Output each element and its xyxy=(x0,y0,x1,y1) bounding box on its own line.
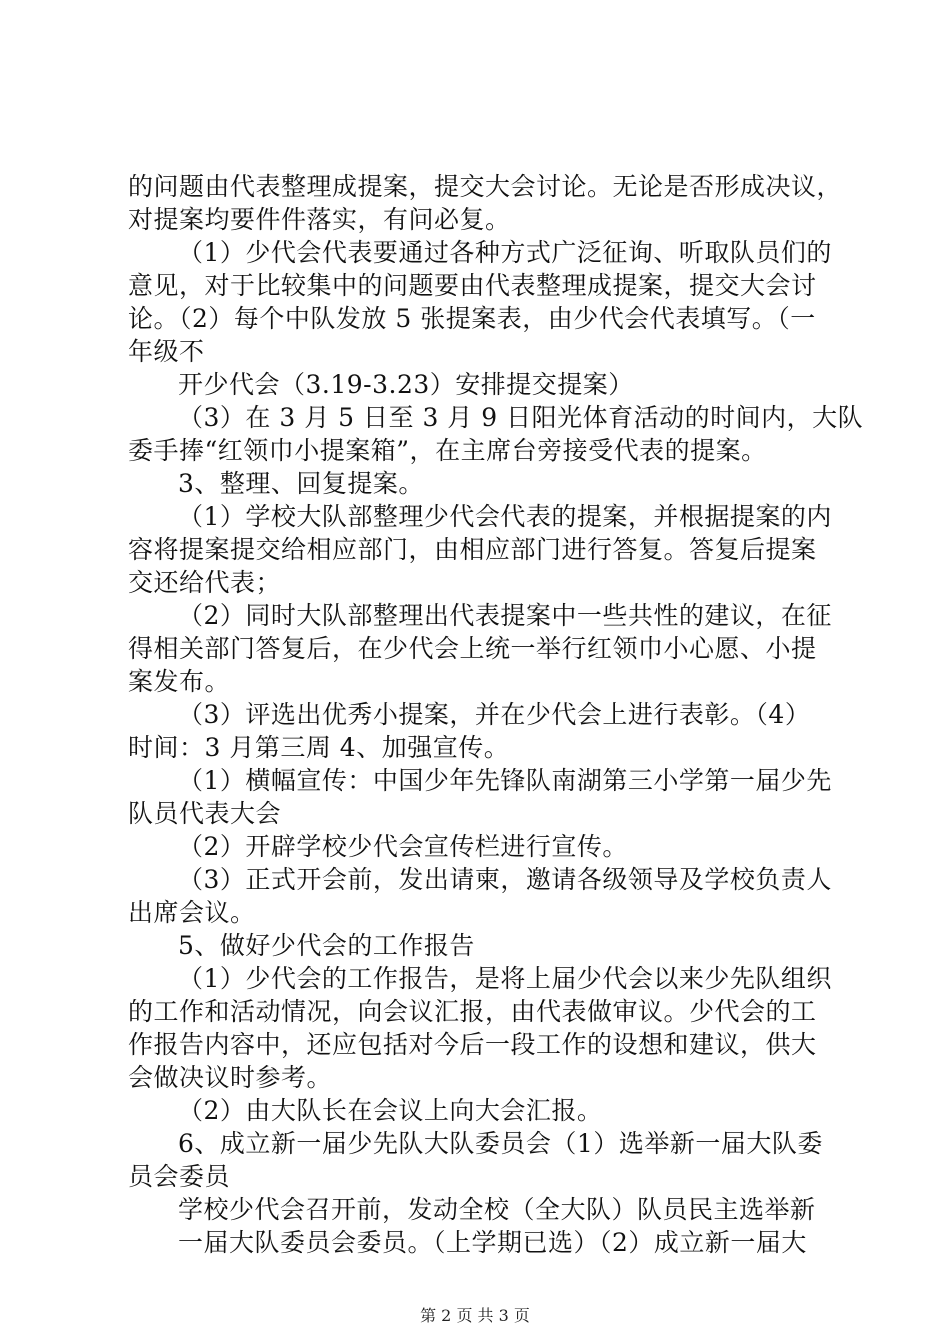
text-line: 的工作和活动情况，向会议汇报，由代表做审议。少代会的工 xyxy=(128,997,817,1026)
text-line: 论。（2）每个中队发放 5 张提案表，由少代会代表填写。（一 xyxy=(128,304,816,333)
text-line: 的问题由代表整理成提案，提交大会讨论。无论是否形成决议， xyxy=(128,172,843,201)
text-line: （1）学校大队部整理少代会代表的提案，并根据提案的内 xyxy=(178,502,832,531)
text-line: 学校少代会召开前，发动全校（全大队）队员民主选举新 xyxy=(178,1195,816,1224)
section-heading: 3、整理、回复提案。 xyxy=(178,469,424,498)
text-line: （3）评选出优秀小提案，并在少代会上进行表彰。（4） xyxy=(178,700,811,729)
text-line: （1）横幅宣传：中国少年先锋队南湖第三小学第一届少先 xyxy=(178,766,832,795)
text-line: （3）正式开会前，发出请柬，邀请各级领导及学校负责人 xyxy=(178,865,832,894)
text-line: 会做决议时参考。 xyxy=(128,1063,333,1092)
section-heading: 5、做好少代会的工作报告 xyxy=(178,931,475,960)
text-line: 案发布。 xyxy=(128,667,231,696)
text-line: （1）少代会的工作报告，是将上届少代会以来少先队组织 xyxy=(178,964,832,993)
text-line: （1）少代会代表要通过各种方式广泛征询、听取队员们的 xyxy=(178,238,832,267)
text-line: （3）在 3 月 5 日至 3 月 9 日阳光体育活动的时间内，大队 xyxy=(178,403,864,432)
page-number-footer: 第 2 页 共 3 页 xyxy=(420,1306,530,1325)
text-line: 出席会议。 xyxy=(128,898,256,927)
text-line: （2）同时大队部整理出代表提案中一些共性的建议，在征 xyxy=(178,601,832,630)
section-heading: 6、成立新一届少先队大队委员会（1）选举新一届大队委 xyxy=(178,1129,823,1158)
text-line: 队员代表大会 xyxy=(128,799,282,828)
text-line: 一届大队委员会委员。（上学期已选）（2）成立新一届大 xyxy=(178,1228,807,1257)
text-line: 委手捧“红领巾小提案箱”，在主席台旁接受代表的提案。 xyxy=(128,436,767,465)
text-line: （2）由大队长在会议上向大会汇报。 xyxy=(178,1096,603,1125)
text-line: 时间：3 月第三周 4、加强宣传。 xyxy=(128,733,510,762)
text-line: 容将提案提交给相应部门，由相应部门进行答复。答复后提案 xyxy=(128,535,817,564)
text-line: 开少代会（3.19-3.23）安排提交提案） xyxy=(178,370,634,399)
text-line: 意见，对于比较集中的问题要由代表整理成提案，提交大会讨 xyxy=(128,271,817,300)
text-line: 交还给代表； xyxy=(128,568,282,597)
text-line: 年级不 xyxy=(128,337,205,366)
text-line: 作报告内容中，还应包括对今后一段工作的设想和建议，供大 xyxy=(128,1030,817,1059)
text-line: 得相关部门答复后，在少代会上统一举行红领巾小心愿、小提 xyxy=(128,634,817,663)
text-line: （2）开辟学校少代会宣传栏进行宣传。 xyxy=(178,832,628,861)
text-line: 员会委员 xyxy=(128,1162,231,1191)
text-line: 对提案均要件件落实，有问必复。 xyxy=(128,205,511,234)
